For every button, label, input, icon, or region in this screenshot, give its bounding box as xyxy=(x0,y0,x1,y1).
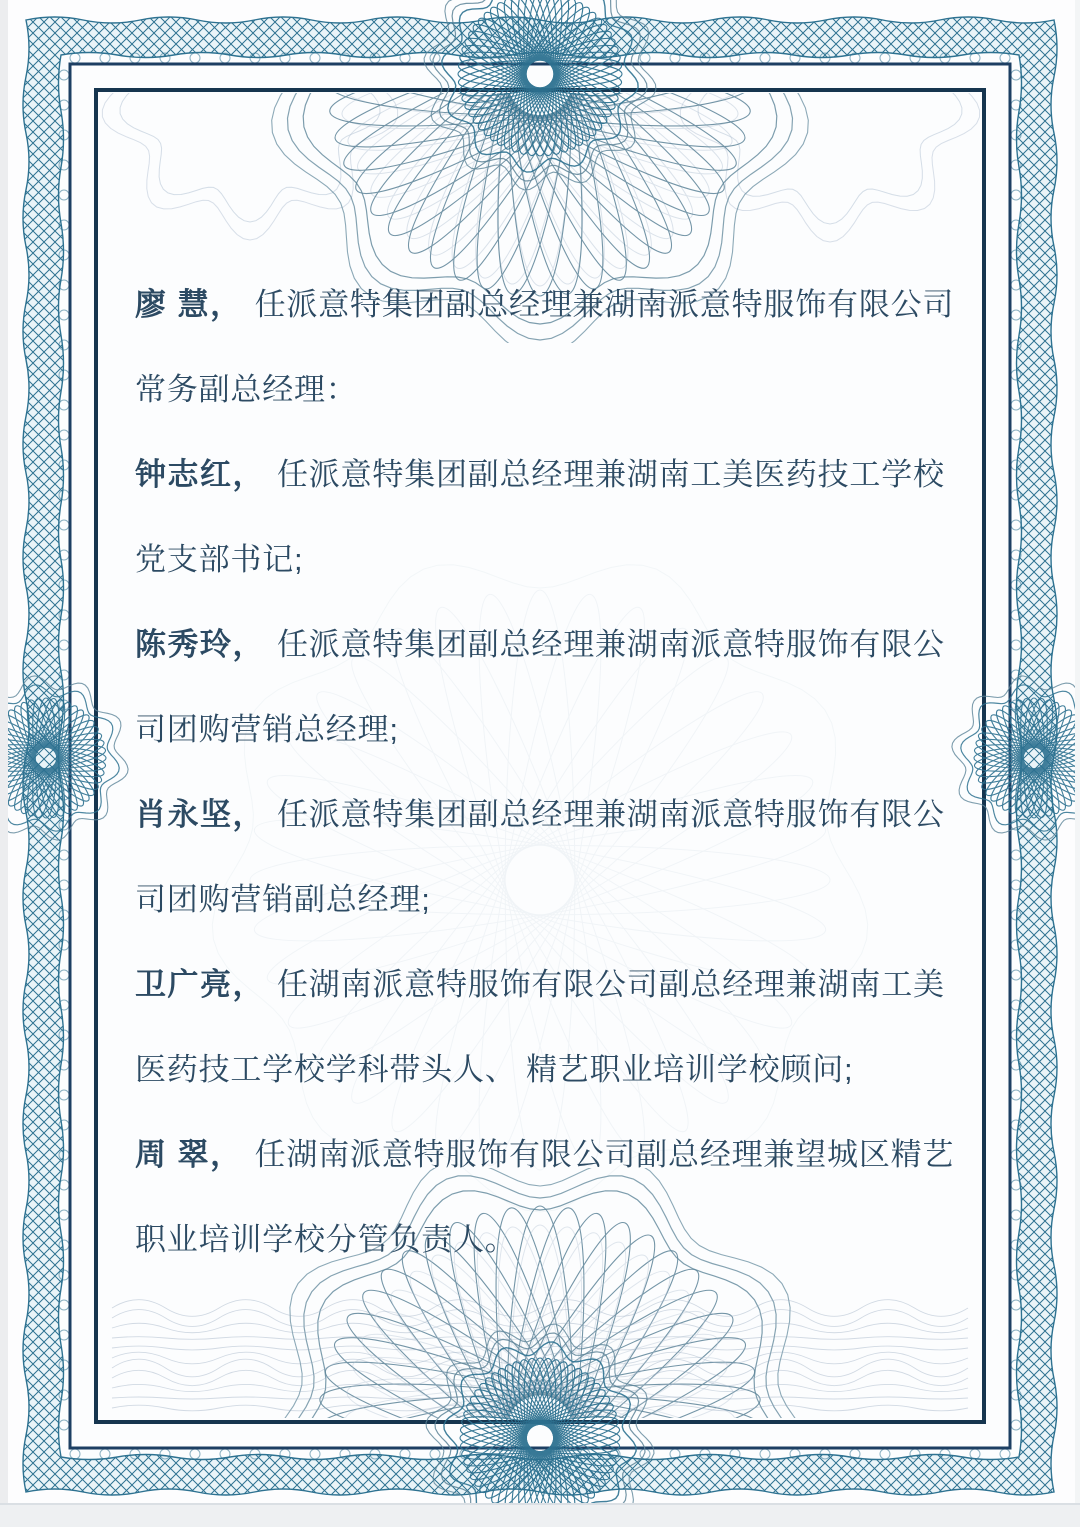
appointment-line: 司团购营销总经理; xyxy=(135,712,399,747)
appointee-paragraph xyxy=(135,262,973,432)
appointment-line: 司团购营销副总经理; xyxy=(135,882,431,917)
appointment-duty: 任派意特集团副总经理兼湖南派意特服饰有限公 xyxy=(277,797,945,832)
appointee-name: 钟志红， xyxy=(135,457,265,492)
appointee-paragraph xyxy=(135,942,973,1112)
appointment-line xyxy=(135,1112,973,1197)
appointee-paragraph xyxy=(135,602,973,772)
appointment-duty: 任湖南派意特服饰有限公司副总经理兼望城区精艺 xyxy=(254,1137,955,1172)
appointment-duty: 任派意特集团副总经理兼湖南工美医药技工学校 xyxy=(277,457,945,492)
appointee-paragraph xyxy=(135,772,973,942)
appointee-name: 卫广亮， xyxy=(135,967,265,1002)
appointment-line xyxy=(135,772,973,857)
appointee-paragraph xyxy=(135,432,973,602)
appointee-name: 陈秀玲， xyxy=(135,627,265,662)
appointment-line xyxy=(135,432,973,517)
appointment-duty: 任派意特集团副总经理兼湖南派意特服饰有限公司 xyxy=(254,287,955,322)
appointment-line xyxy=(135,262,973,347)
appointment-duty: 任派意特集团副总经理兼湖南派意特服饰有限公 xyxy=(277,627,945,662)
appointee-name: 廖 慧， xyxy=(135,287,243,322)
appointment-text-block xyxy=(135,262,973,1282)
appointment-line: 常务副总经理： xyxy=(135,372,358,407)
appointment-line: 党支部书记; xyxy=(135,542,304,577)
appointment-line xyxy=(135,942,973,1027)
appointee-name: 肖永坚， xyxy=(135,797,265,832)
appointment-line: 医药技工学校学科带头人、 精艺职业培训学校顾问; xyxy=(135,1052,854,1087)
appointment-duty: 任湖南派意特服饰有限公司副总经理兼湖南工美 xyxy=(277,967,945,1002)
appointee-paragraph xyxy=(135,1112,973,1282)
appointment-line xyxy=(135,602,973,687)
appointment-line: 职业培训学校分管负责人。 xyxy=(135,1222,517,1257)
appointee-name: 周 翠， xyxy=(135,1137,243,1172)
